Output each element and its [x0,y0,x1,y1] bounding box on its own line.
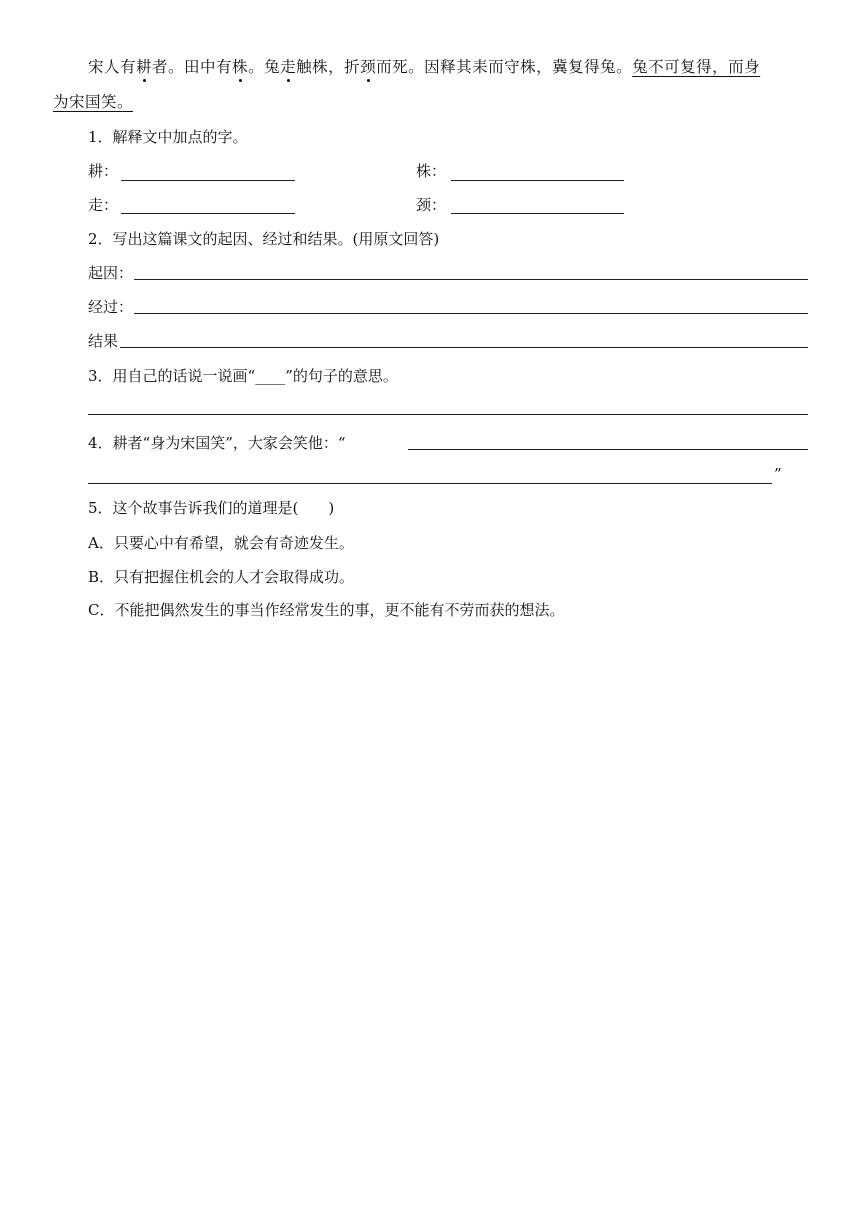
answer-label: 走： [88,196,119,214]
answer-blank[interactable] [120,347,808,348]
passage-text: 宋人有 [88,58,137,76]
answer-label: 耕： [88,162,119,180]
option-letter: A． [88,534,114,552]
question-number: 2． [88,230,113,248]
question-text: 写出这篇课文的起因、经过和结果。(用原文回答) [112,230,440,248]
underlined-sentence: 兔不可复得，而身 [632,58,761,76]
option-text: 不能把偶然发生的事当作经常发生的事，更不能有不劳而获的想法。 [114,601,565,619]
passage-line-2 [53,91,133,113]
question-number: 3． [88,367,113,385]
question-number: 1． [88,128,113,146]
option-c[interactable] [88,599,565,621]
question-4 [88,432,346,454]
answer-blank[interactable] [134,313,808,314]
answer-label: 株： [416,162,447,180]
question-1 [88,126,248,148]
question-text: 耕者“身为宋国笑”，大家会笑他：“ [112,434,346,452]
answer-blank[interactable] [121,213,295,214]
answer-label: 经过： [88,298,134,316]
question-2 [88,228,439,250]
passage-text: 。兔 [248,58,281,76]
dotted-char: 株 [232,58,249,76]
answer-blank[interactable] [88,483,772,484]
question-3 [88,365,398,387]
option-text: 只要心中有希望，就会有奇迹发生。 [113,534,354,552]
passage-text: 而死。因释其耒而守株，冀复得兔。 [376,58,633,76]
underlined-sentence: 为宋国笑。 [53,93,134,111]
answer-label: 起因： [88,264,134,282]
answer-blank[interactable] [88,414,808,415]
dotted-char: 颈 [360,58,377,76]
passage-text: 者。田中有 [152,58,233,76]
option-b[interactable] [88,566,354,588]
option-letter: B． [88,568,115,586]
question-text: 解释文中加点的字。 [112,128,248,146]
question-text: 用自己的话说一说画“____”的句子的意思。 [112,367,398,385]
answer-blank[interactable] [134,279,808,280]
option-letter: C． [88,601,115,619]
option-a[interactable] [88,532,354,554]
dotted-char: 耕 [136,58,153,76]
question-text: 这个故事告诉我们的道理是( ) [112,499,335,517]
answer-blank[interactable] [121,180,295,181]
answer-label: 颈： [416,196,447,214]
answer-blank[interactable] [451,213,624,214]
close-quote: ” [774,465,782,483]
question-number: 5． [88,499,113,517]
option-text: 只有把握住机会的人才会取得成功。 [114,568,355,586]
answer-blank[interactable] [451,180,624,181]
passage-line-1 [88,56,760,78]
answer-label: 结果 [88,332,119,350]
question-5 [88,497,334,519]
question-number: 4． [88,434,113,452]
answer-blank[interactable] [408,449,808,450]
dotted-char: 走 [280,58,297,76]
passage-text: 触株，折 [296,58,361,76]
